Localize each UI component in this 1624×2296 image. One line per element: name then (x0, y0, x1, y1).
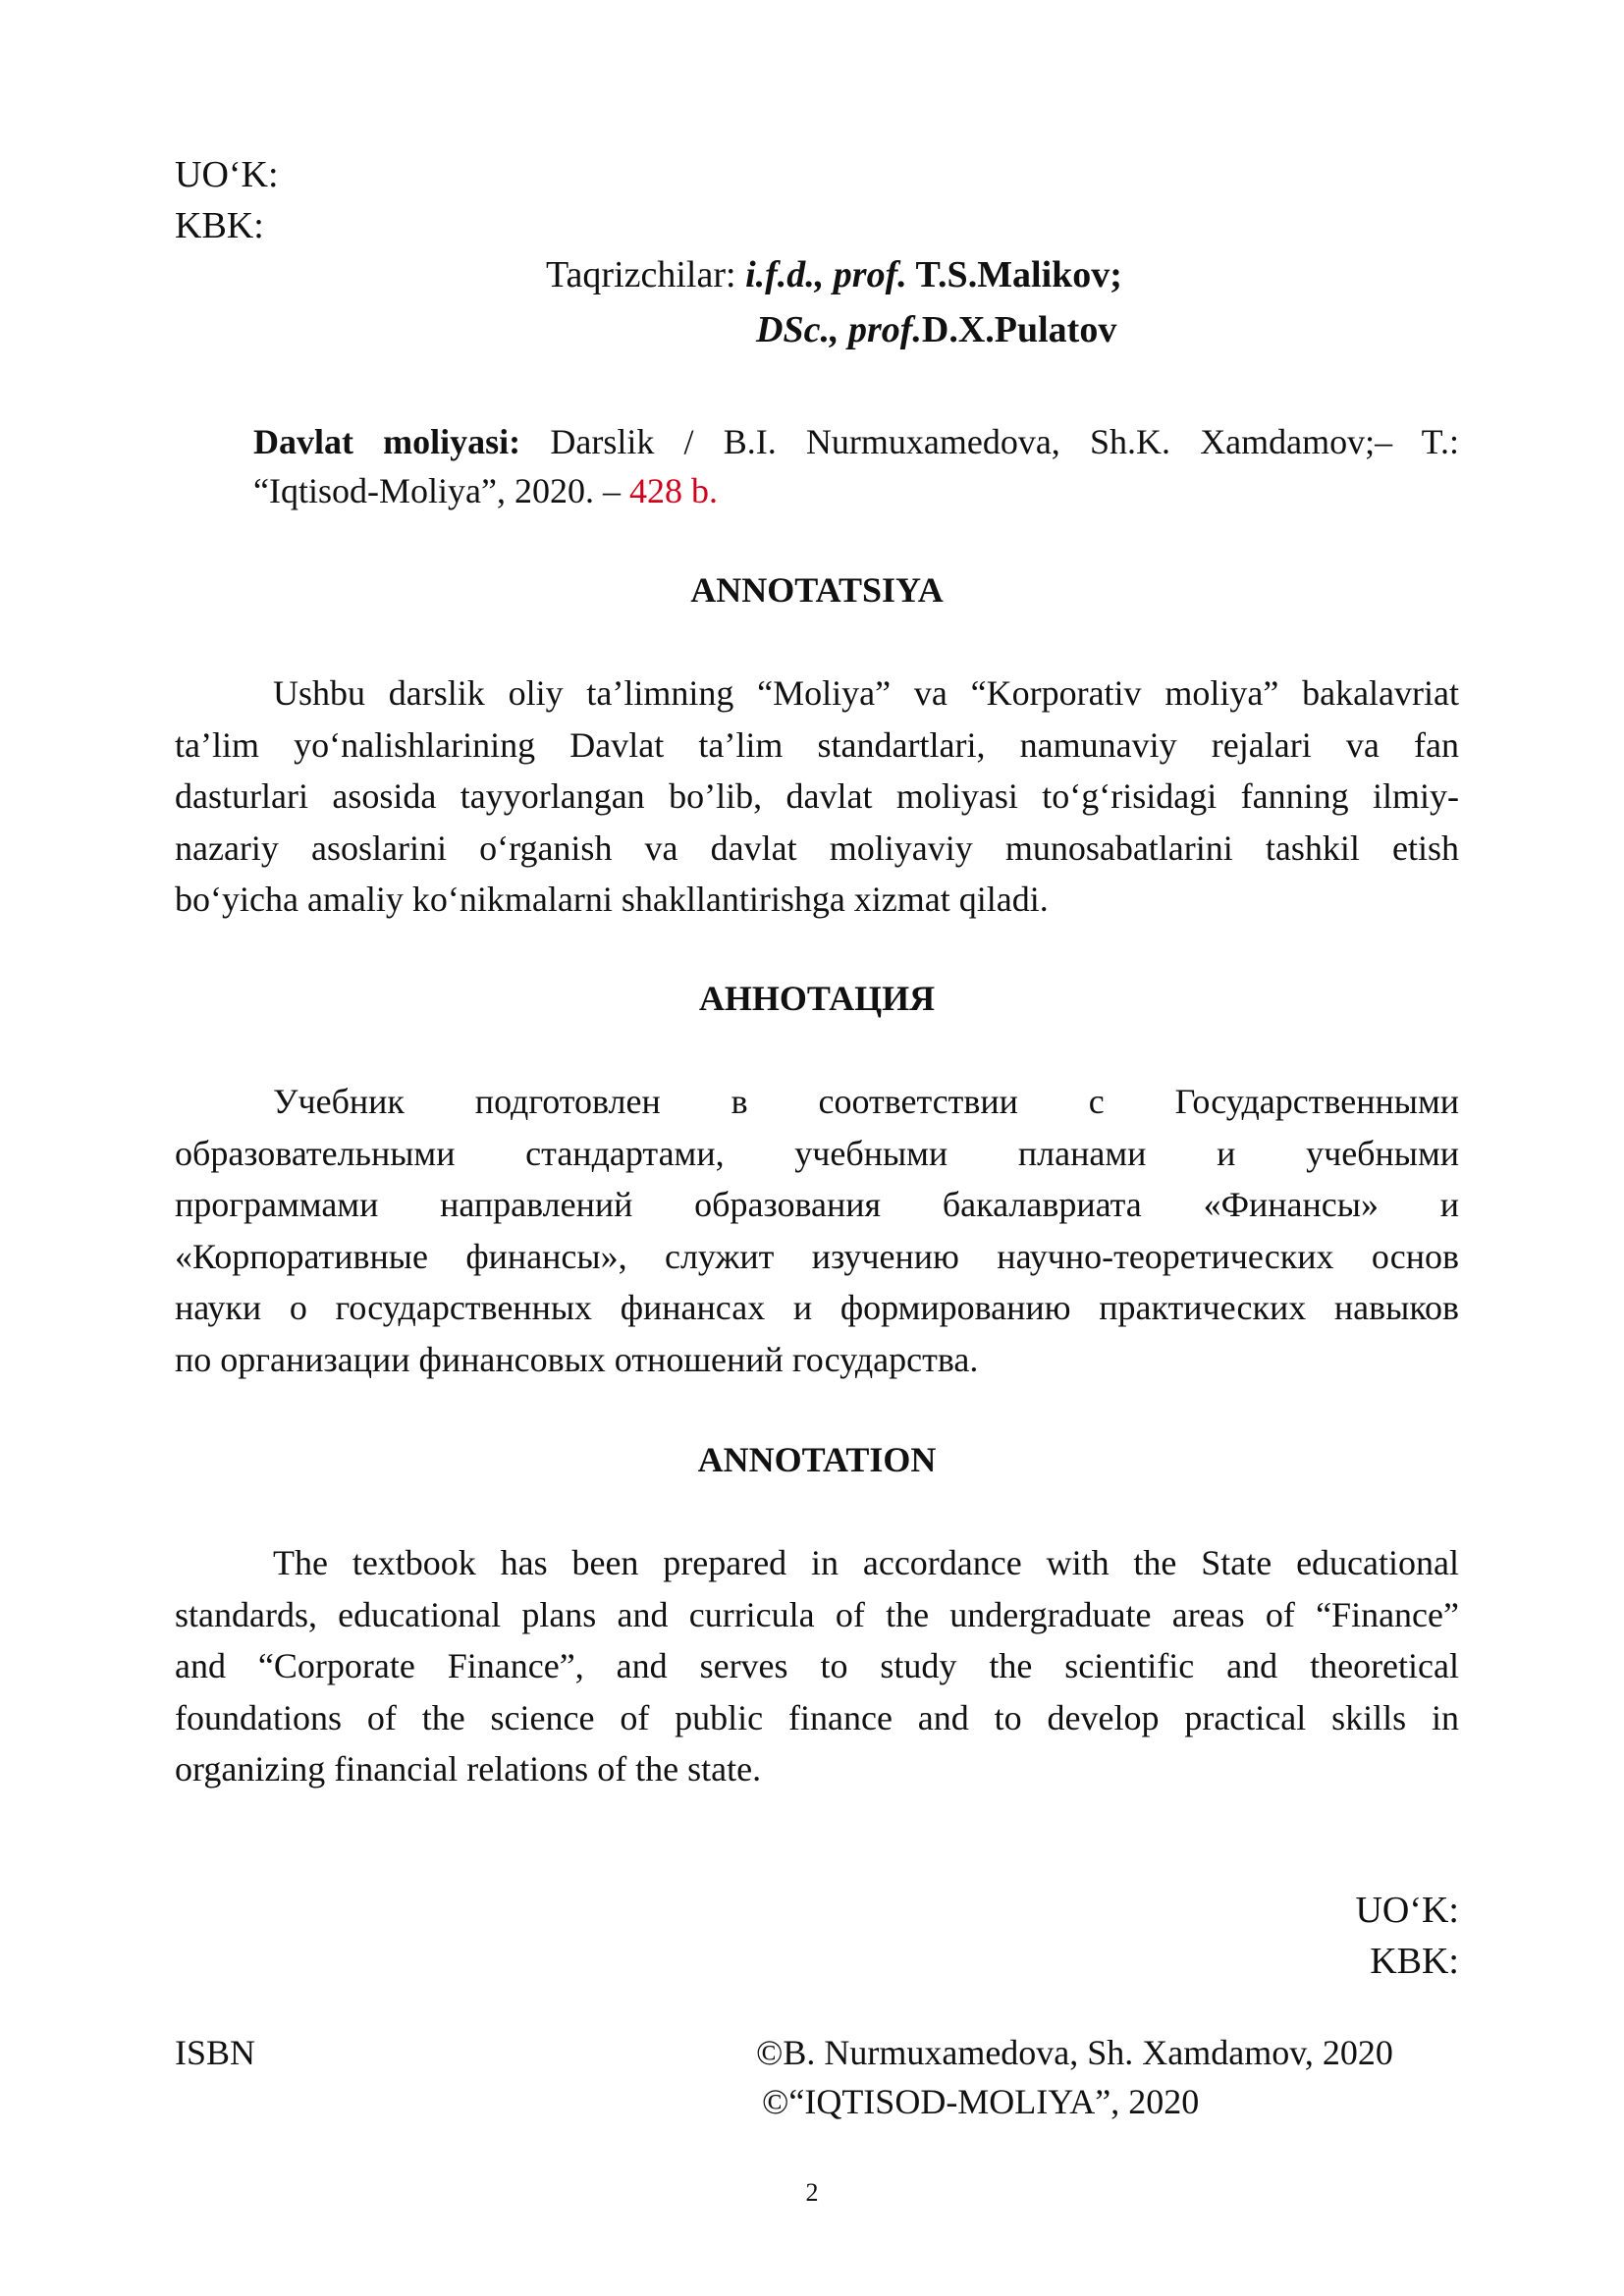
annotation-en-line: foundations of the science of public finance and to develop practical skills in (175, 1697, 1459, 1737)
annotation-ru-heading: АННОТАЦИЯ (698, 979, 936, 1018)
annotation-ru-text (175, 1076, 1459, 1385)
annotation-en-text (175, 1537, 1459, 1795)
annotation-en-heading: ANNOTATION (697, 1440, 937, 1479)
citation-title: Davlat moliyasi: (253, 422, 521, 461)
citation-line-1 (253, 417, 1459, 466)
kbk-code-bottom: KBK: (1370, 1941, 1459, 1982)
annotation-ru-line: «Корпоративные финансы», служит изучению научно-теоретических основ (175, 1236, 1459, 1276)
annotation-ru-line: программами направлений образования бакалавриата «Финансы» и (175, 1185, 1459, 1224)
citation-details: Darslik / B.I. Nurmuxamedova, Sh.K. Xamdamov;– T.: (520, 422, 1459, 461)
annotation-en-line: organizing financial relations of the state. (175, 1749, 762, 1789)
annotation-ru-line: науки о государственных финансах и формированию практических навыков (175, 1288, 1459, 1327)
annotation-uz-line: ta’lim yo‘nalishlarining Davlat ta’lim standartlari, namunaviy rejalari va fan (175, 724, 1459, 765)
reviewer-2-name: D.X.Pulatov (921, 309, 1117, 350)
copyright-publisher: ©“IQTISOD-MOLIYA”, 2020 (762, 2082, 1200, 2121)
reviewer-2-degree: DSc., prof. (756, 309, 922, 350)
annotation-ru-line: по организации финансовых отношений государства. (175, 1339, 979, 1379)
citation-line-2 (253, 466, 718, 515)
page-number: 2 (805, 2178, 819, 2207)
citation-pages: 428 b. (628, 471, 718, 510)
annotation-uz-heading: ANNOTATSIYA (690, 570, 944, 610)
copyright-authors: ©B. Nurmuxamedova, Sh. Xamdamov, 2020 (756, 2033, 1393, 2072)
annotation-uz-line: bo‘yicha amaliy ko‘nikmalarni shakllantirishga xizmat qiladi. (175, 880, 1049, 919)
annotation-ru-line: образовательными стандартами, учебными планами и учебными (175, 1133, 1459, 1173)
kbk-code-top: KBK: (175, 205, 264, 246)
reviewers-line-1 (546, 249, 1122, 300)
reviewer-1-degree: i.f.d., prof. (745, 254, 907, 295)
annotation-en-line: and “Corporate Finance”, and serves to study the scientific and theoretical (175, 1646, 1459, 1685)
annotation-uz-line: Ushbu darslik oliy ta’limning “Moliya” va “Korporativ moliya” bakalavriat (273, 673, 1459, 713)
citation-publisher: “Iqtisod-Moliya”, 2020. – (253, 471, 629, 510)
annotation-uz-line: nazariy asoslarini o‘rganish va davlat moliyaviy munosabatlarini tashkil etish (175, 828, 1459, 868)
annotation-en-line: The textbook has been prepared in accordance with the State educational (273, 1543, 1459, 1582)
annotation-en-line: standards, educational plans and curricula of the undergraduate areas of “Finance” (175, 1594, 1459, 1634)
annotation-uz-text (175, 667, 1459, 926)
reviewer-1-name: T.S.Malikov; (906, 254, 1122, 295)
annotation-ru-line: Учебник подготовлен в соответствии с Государственными (273, 1082, 1459, 1121)
isbn-label: ISBN (175, 2033, 256, 2072)
uok-code-bottom: UO‘K: (1355, 1890, 1459, 1931)
reviewers-line-2 (756, 304, 1116, 355)
annotation-uz-line: dasturlari asosida tayyorlangan bo’lib, davlat moliyasi to‘g‘risidagi fanning ilmiy- (175, 776, 1459, 816)
uok-code-top: UO‘K: (175, 154, 279, 195)
reviewers-label: Taqrizchilar: (546, 254, 746, 295)
